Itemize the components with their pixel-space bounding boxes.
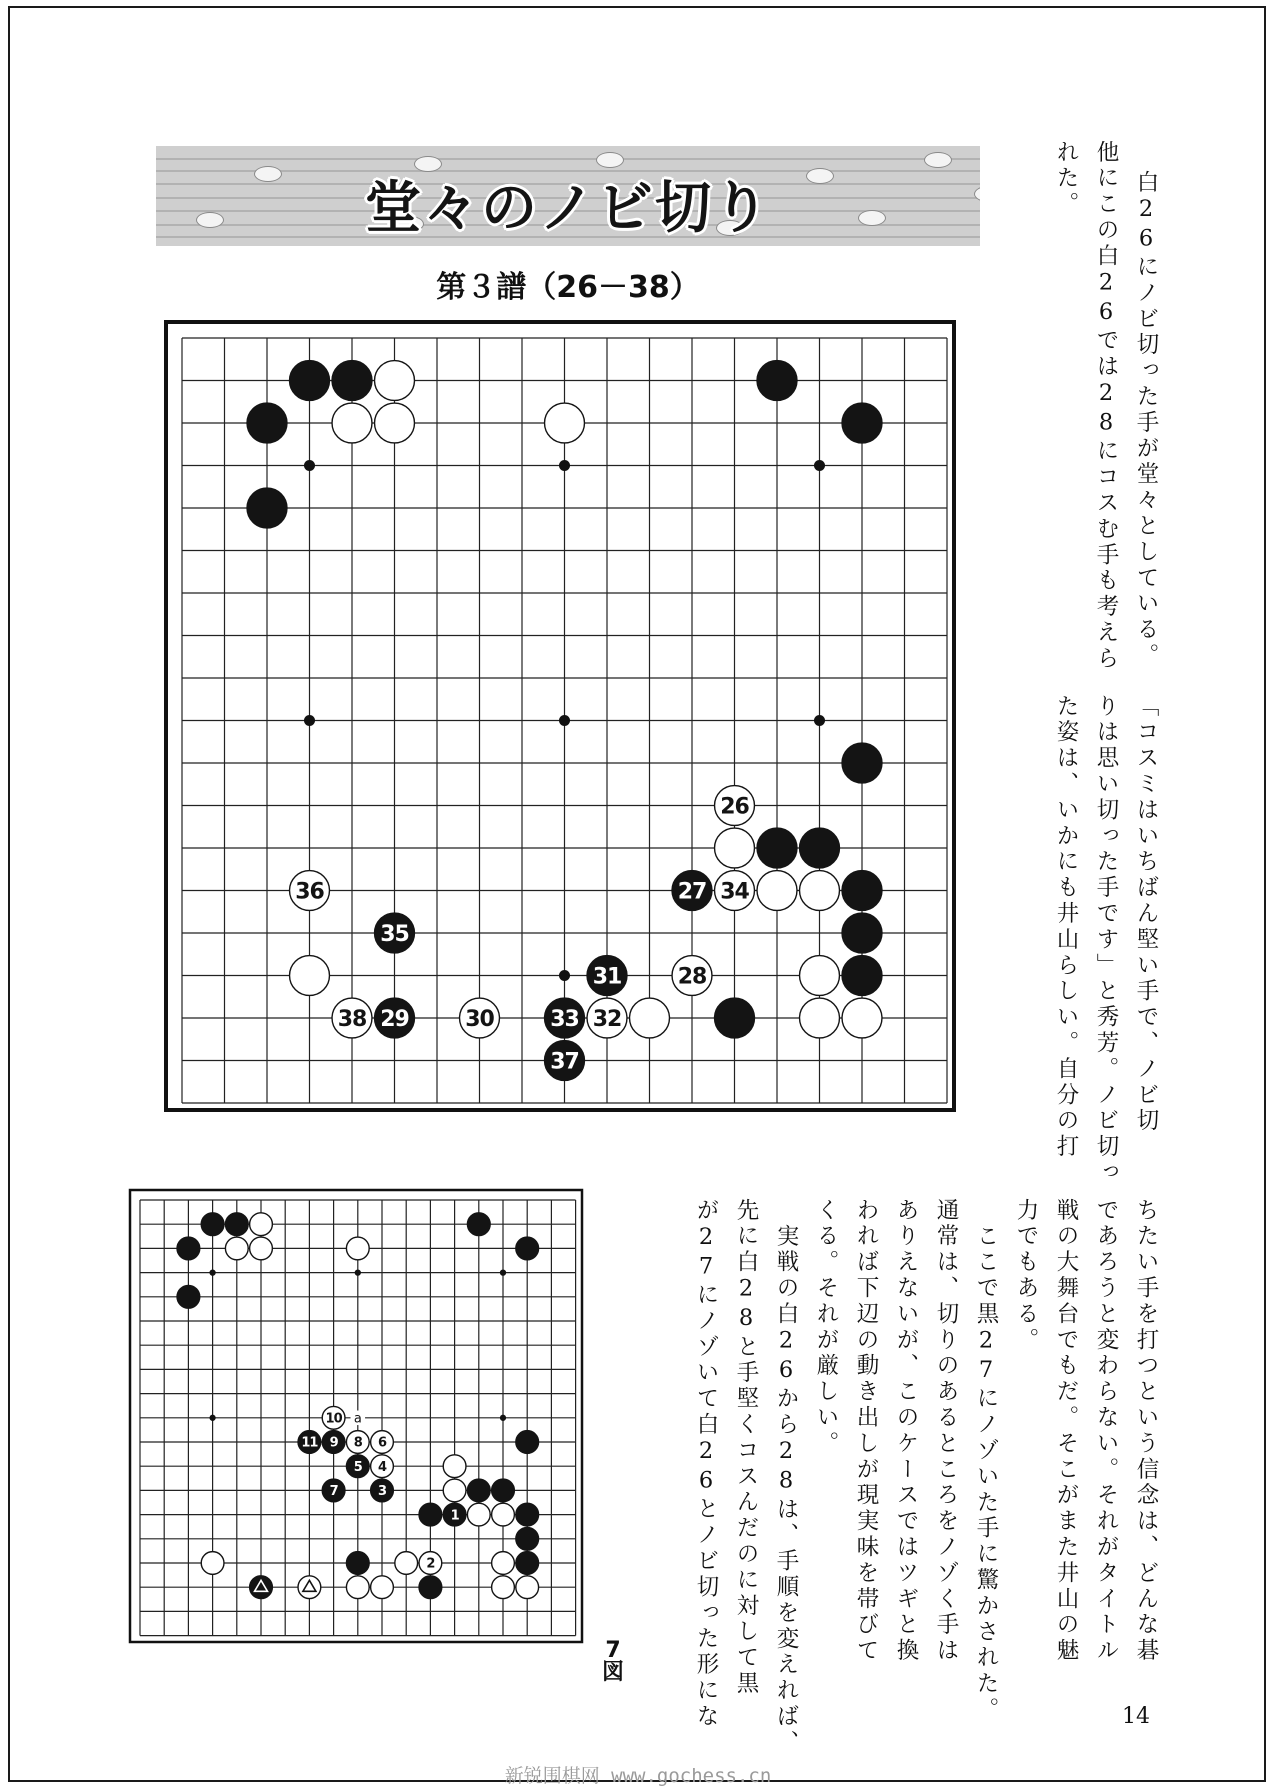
move-number: 38 (337, 1006, 367, 1032)
commentary-upper-line: 白26にノビ切った手が堂々としている。 (1133, 170, 1159, 670)
move-number: 31 (592, 964, 622, 990)
commentary-lower-line: 実戦の白26から28は、手順を変えれば、 (773, 1224, 799, 1756)
black-stone (842, 956, 882, 996)
black-stone (419, 1503, 442, 1526)
white-stone (443, 1479, 466, 1502)
commentary-lower-line: 力でもある。 (1013, 1198, 1039, 1354)
star-point (559, 970, 570, 981)
black-stone (346, 1552, 369, 1575)
white-stone (492, 1576, 515, 1599)
white-stone (800, 871, 840, 911)
watermark: 新锐围棋网 www.gochess.cn (504, 1765, 772, 1787)
move-number: 11 (301, 1435, 318, 1451)
commentary-lower-line: くる。それが厳しい。 (813, 1198, 839, 1457)
black-stone (842, 913, 882, 953)
white-stone (346, 1237, 369, 1260)
diagram-caption-number: 7 (605, 1638, 621, 1663)
move-number: 4 (377, 1459, 387, 1475)
commentary-upper-line: りは思い切った手です」と秀芳。ノビ切っ (1093, 694, 1119, 1187)
star-point (355, 1269, 361, 1275)
black-stone (247, 403, 287, 443)
white-stone (842, 998, 882, 1038)
white-stone (715, 828, 755, 868)
page-number: 14 (1122, 1704, 1150, 1729)
star-point (500, 1269, 506, 1275)
move-number: 27 (677, 879, 707, 905)
commentary-upper-line: 他にこの白26では28にコスむ手も考えら (1093, 140, 1119, 672)
page-title: 堂々のノビ切り (365, 176, 771, 241)
black-stone (842, 871, 882, 911)
move-number: 8 (353, 1435, 362, 1451)
commentary-lower-line: ちたい手を打つという信念は、どんな碁 (1133, 1198, 1159, 1665)
white-stone (250, 1213, 273, 1236)
white-stone (375, 403, 415, 443)
black-stone (516, 1527, 539, 1550)
game-record-subtitle: 第３譜（26－38） (436, 270, 700, 305)
black-stone (419, 1576, 442, 1599)
commentary-lower-line: 通常は、切りのあるところをノゾく手は (933, 1198, 959, 1665)
black-stone (516, 1237, 539, 1260)
move-number: 34 (720, 879, 749, 905)
white-stone (492, 1503, 515, 1526)
black-stone (290, 361, 330, 401)
white-stone (225, 1237, 248, 1260)
move-number: 26 (720, 794, 749, 820)
move-number: 29 (380, 1006, 409, 1032)
black-stone (467, 1479, 490, 1502)
black-stone (516, 1431, 539, 1454)
black-stone (757, 828, 797, 868)
move-number: 30 (465, 1006, 494, 1032)
move-number: 10 (325, 1411, 342, 1427)
commentary-upper-line: た姿は、いかにも井山らしい。自分の打 (1053, 694, 1079, 1161)
star-point (814, 715, 825, 726)
move-number: 6 (377, 1435, 387, 1451)
commentary-lower-line: 戦の大舞台でもだ。そこがまた井山の魅 (1053, 1198, 1079, 1665)
star-point (304, 460, 315, 471)
white-stone (630, 998, 670, 1038)
star-point (559, 715, 570, 726)
star-point (814, 460, 825, 471)
white-stone (371, 1576, 394, 1599)
move-number: 32 (592, 1006, 622, 1032)
white-stone (332, 403, 372, 443)
black-stone (467, 1213, 490, 1236)
commentary-upper-line: れた。 (1053, 140, 1079, 218)
commentary-lower-line: であろうと変わらない。それがタイトル (1093, 1198, 1119, 1665)
move-number: 7 (329, 1484, 338, 1500)
move-number: 28 (677, 964, 707, 990)
black-stone (177, 1285, 200, 1308)
white-stone (757, 871, 797, 911)
black-stone (492, 1479, 515, 1502)
star-point (500, 1415, 506, 1421)
move-number: 5 (353, 1459, 362, 1475)
black-stone (247, 488, 287, 528)
black-stone (757, 361, 797, 401)
move-number: 3 (377, 1484, 387, 1500)
move-number: 36 (295, 879, 324, 905)
white-stone (375, 361, 415, 401)
white-stone (346, 1576, 369, 1599)
move-number: 37 (550, 1049, 579, 1075)
main-go-board (166, 322, 954, 1110)
star-point (559, 460, 570, 471)
star-point (209, 1415, 215, 1421)
white-stone (800, 956, 840, 996)
white-stone (492, 1552, 515, 1575)
black-stone (715, 998, 755, 1038)
commentary-lower-line: ありえないが、このケースではツギと換 (893, 1198, 919, 1665)
white-stone (290, 956, 330, 996)
black-stone (800, 828, 840, 868)
move-number: 33 (550, 1006, 579, 1032)
move-number: 2 (426, 1556, 435, 1572)
black-stone (201, 1213, 224, 1236)
commentary-lower-line: 先に白28と手堅くコスんだのに対して黒 (733, 1198, 759, 1698)
white-stone (545, 403, 585, 443)
white-stone (201, 1552, 224, 1575)
move-number: 1 (450, 1508, 459, 1524)
black-stone (177, 1237, 200, 1260)
white-stone (467, 1503, 490, 1526)
white-stone (800, 998, 840, 1038)
white-stone (516, 1576, 539, 1599)
move-number: 9 (329, 1435, 338, 1451)
title-banner (156, 146, 980, 246)
black-stone (516, 1552, 539, 1575)
black-stone (225, 1213, 248, 1236)
commentary-lower-line: ここで黒27にノゾいた手に驚かされた。 (973, 1224, 999, 1724)
commentary-lower-line: われば下辺の動き出しが現実味を帯びて (853, 1198, 879, 1665)
reference-diagram-7 (130, 1190, 582, 1642)
white-stone (443, 1455, 466, 1478)
white-stone (395, 1552, 418, 1575)
diagram-caption-label: 図 (601, 1660, 624, 1685)
black-stone (332, 361, 372, 401)
black-stone (842, 403, 882, 443)
point-label-a: a (353, 1411, 362, 1427)
black-stone (516, 1503, 539, 1526)
commentary-lower-line: が27にノゾいて白26とノビ切った形にな (693, 1198, 719, 1730)
white-stone (250, 1237, 273, 1260)
black-stone (842, 743, 882, 783)
commentary-upper-line: 「コスミはいちばん堅い手で、ノビ切 (1133, 694, 1159, 1135)
move-number: 35 (380, 921, 409, 947)
star-point (304, 715, 315, 726)
diagram-caption (598, 1640, 628, 1684)
star-point (209, 1269, 215, 1275)
